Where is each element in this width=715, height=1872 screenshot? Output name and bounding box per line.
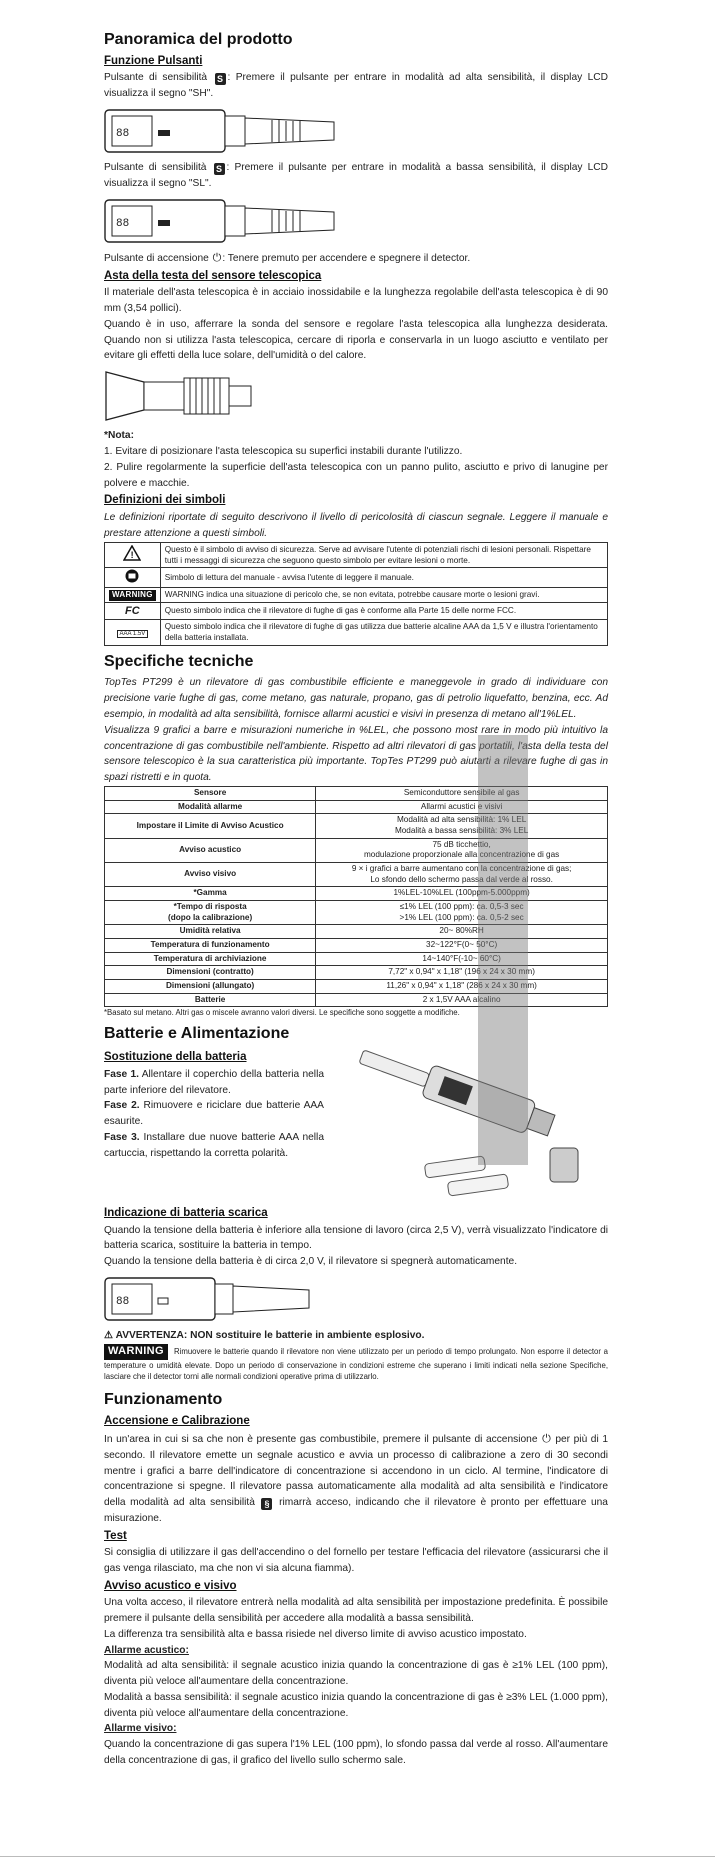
alarm-heading: Avviso acustico e visivo [104, 1579, 237, 1592]
spec-key: Avviso visivo [105, 862, 316, 886]
spec-row [105, 887, 608, 901]
spec-key: Umidità relativa [105, 925, 316, 939]
scan-shadow-band [478, 735, 528, 1165]
detector-sh-image [104, 106, 354, 156]
fcc-label: FC [125, 604, 140, 617]
spec-key: Dimensioni (contratto) [105, 966, 316, 980]
spec-key: Impostare il Limite di Avviso Acustico [105, 814, 316, 838]
warning-badge-icon: WARNING [104, 1344, 168, 1360]
symbol-row [105, 587, 608, 602]
btn-power-label: Pulsante di accensione [104, 252, 209, 264]
battery-label: AAA 1.5V [117, 630, 149, 638]
spec-value: 2 x 1,5V AAA alcalino [316, 993, 608, 1007]
btn-power-desc [104, 250, 608, 267]
telescopic-rod-image [104, 368, 254, 424]
spec-value: 75 dB ticchettio, modulazione proporzionale alla concentrazione di gas [316, 838, 608, 862]
visual-p: Quando la concentrazione di gas supera l'1% LEL (100 ppm), lo sfondo passa dal verde al rosso. All'aumentare della concentrazione di gas, il grafico del livello sullo schermo sale. [104, 1738, 608, 1766]
spec-value: 11,26" x 0,94" x 1,18" (286 x 24 x 30 mm) [316, 979, 608, 993]
bottom-divider [0, 1856, 715, 1857]
symbol-text: Questo simbolo indica che il rilevatore di fughe di gas è conforme alla Parte 15 delle norme FCC. [160, 602, 607, 620]
spec-row [105, 814, 608, 838]
spec-key: Modalità allarme [105, 800, 316, 814]
warning-badge-icon [105, 587, 161, 602]
acoustic-heading: Allarme acustico: [104, 1644, 189, 1656]
spec-row [105, 938, 608, 952]
symbol-text: Simbolo di lettura del manuale - avvisa l'utente di leggere il manuale. [160, 567, 607, 587]
spec-row [105, 800, 608, 814]
spec-key: *Tempo di risposta (dopo la calibrazione) [105, 900, 316, 924]
spec-key: Batterie [105, 993, 316, 1007]
svg-text:88: 88 [116, 1296, 130, 1309]
spec-key: Sensore [105, 787, 316, 801]
spec-row [105, 952, 608, 966]
svg-text:88: 88 [116, 127, 130, 140]
spec-row [105, 966, 608, 980]
btn-sl-text: : Premere il pulsante per entrare in modalità a bassa sensibilità, il display LCD visualizza il segno "SL". [104, 161, 608, 189]
visual-heading: Allarme visivo: [104, 1723, 177, 1735]
rod-p1: Il materiale dell'asta telescopica è in acciaio inossidabile e la lunghezza regolabile dell'asta telescopica è di 90 mm (3,54 pollici). [104, 287, 608, 314]
symbol-row [105, 542, 608, 567]
power-icon: ⏻ [542, 1432, 551, 1445]
spec-key: Temperatura di funzionamento [105, 938, 316, 952]
spec-row [105, 862, 608, 886]
btn-sh-desc [104, 70, 608, 102]
symbol-text: Questo simbolo indica che il rilevatore di fughe di gas utilizza due batterie alcaline AAA da 1,5 V e illustra l'orientamento della batteria installata. [160, 620, 607, 645]
acoustic-p2: Modalità a bassa sensibilità: il segnale acustico inizia quando la concentrazione di gas è ≥3% LEL (1.000 ppm), diventa più veloce all'aumentare della concentrazione. [104, 1691, 608, 1719]
step-1: Fase 1. Allentare il coperchio della batteria nella parte inferiore del rilevatore. [104, 1068, 324, 1096]
fcc-icon [105, 602, 161, 620]
btn-sl-desc [104, 160, 608, 192]
sensitivity-indicator-icon: § [261, 1498, 272, 1510]
specs-intro-1: TopTes PT299 è un rilevatore di gas combustibile efficiente e maneggevole in grado di individuare con precisione varie fughe di gas, come metano, gas naturale, propano, gas di petrolio liquefatto, benzina, ecc. Ad esempio, in modalità ad alta sensibilità, fornisce allarmi acustici e visivi in presenza di metano all'1%LEL. [104, 677, 608, 720]
symbol-text: WARNING indica una situazione di pericolo che, se non evitata, potrebbe causare morte o lesioni gravi. [160, 587, 607, 602]
specs-table [104, 786, 608, 1007]
page-content [104, 30, 608, 1768]
spec-value: Allarmi acustici e visivi [316, 800, 608, 814]
test-heading: Test [104, 1529, 127, 1542]
btn-sl-label: Pulsante di sensibilità [104, 161, 207, 173]
battery-warning-title: ⚠ AVVERTENZA: NON sostituire le batterie in ambiente esplosivo. [104, 1330, 425, 1342]
sensitivity-key-icon: S [214, 163, 225, 175]
battery-title: Batterie e Alimentazione [104, 1025, 290, 1043]
symbol-text: Questo è il simbolo di avviso di sicurezza. Serve ad avvisare l'utente di potenziali rischi di lesioni personali. Rispettare tutti i messaggi di sicurezza che seguono questo simbolo per evitare lesioni o morte. [160, 542, 607, 567]
spec-key: Dimensioni (allungato) [105, 979, 316, 993]
battery-icon [105, 620, 161, 645]
read-manual-icon [105, 567, 161, 587]
btn-power-text: : Tenere premuto per accendere e spegnere il detector. [222, 252, 471, 264]
symbol-row [105, 620, 608, 645]
spec-row [105, 900, 608, 924]
spec-value: Modalità ad alta sensibilità: 1% LEL Modalità a bassa sensibilità: 3% LEL [316, 814, 608, 838]
warning-triangle-icon: ⚠ [104, 1330, 114, 1342]
low-battery-heading: Indicazione di batteria scarica [104, 1207, 268, 1220]
replace-heading: Sostituzione della batteria [104, 1051, 247, 1064]
step-2: Fase 2. Rimuovere e riciclare due batterie AAA esaurite. [104, 1100, 324, 1128]
svg-text:88: 88 [116, 217, 130, 230]
btn-sh-text: : Premere il pulsante per entrare in modalità ad alta sensibilità, il display LCD visualizza il segno "SH". [104, 72, 608, 100]
warning-badge-label: WARNING [109, 590, 156, 601]
calibration-heading: Accensione e Calibrazione [104, 1415, 250, 1428]
overview-title: Panoramica del prodotto [104, 31, 293, 48]
rod-p2: Quando è in uso, afferrare la sonda del sensore e regolare l'asta telescopica alla lunghezza desiderata. Quando non si utilizza l'asta telescopica, cercare di riporla e conservarla in un luogo asciutto e ventilato per evitare gli effetti della luce solare, dell'umidità o del calore. [104, 318, 608, 362]
spec-row [105, 925, 608, 939]
symbol-row [105, 602, 608, 620]
spec-value: ≤1% LEL (100 ppm): ca. 0,5-3 sec >1% LEL (100 ppm): ca. 0,5-2 sec [316, 900, 608, 924]
step-3: Fase 3. Installare due nuove batterie AAA nella cartuccia, rispettando la corretta polarità. [104, 1132, 324, 1159]
symbol-row [105, 567, 608, 587]
spec-row [105, 787, 608, 801]
specs-footnote: *Basato sul metano. Altri gas o miscele avranno valori diversi. Le specifiche sono soggette a modifiche. [104, 1008, 460, 1018]
warning-triangle-icon [105, 542, 161, 567]
spec-value: 20~ 80%RH [316, 925, 608, 939]
spec-value: 1%LEL-10%LEL (100ppm-5.000ppm) [316, 887, 608, 901]
spec-value: 7,72" x 0,94" x 1,18" (196 x 24 x 30 mm) [316, 966, 608, 980]
note-2: 2. Pulire regolarmente la superficie dell'asta telescopica con un panno pulito, asciutto e privo di lanugine per polvere e macchie. [104, 461, 608, 489]
spec-value: 14~140°F(-10~ 60°C) [316, 952, 608, 966]
buttons-heading: Funzione Pulsanti [104, 54, 203, 67]
symbols-table [104, 542, 608, 646]
battery-warning-text: WARNING Rimuovere le batterie quando il rilevatore non viene utilizzato per un periodo di tempo prolungato. Non esporre il detector a temperature o umidità elevate. Dopo un periodo di conservazione in condizioni estreme che superano i limiti indicati nella sezione Specifiche, lasciare che il detector torni alle normali condizioni operative prima di utilizzarlo. [104, 1344, 608, 1382]
spec-key: Avviso acustico [105, 838, 316, 862]
svg-text:!: ! [130, 550, 134, 561]
spec-row [105, 993, 608, 1007]
symbols-intro: Le definizioni riportate di seguito descrivono il livello di pericolosità di ciascun segnale. Leggere il manuale e prestare attenzione a questi simboli. [104, 511, 608, 539]
detector-sl-image [104, 196, 354, 246]
low-battery-p2: Quando la tensione della batteria è di circa 2,0 V, il rilevatore si spegnerà automaticamente. [104, 1256, 518, 1268]
btn-sh-label: Pulsante di sensibilità [104, 72, 208, 84]
spec-key: *Gamma [105, 887, 316, 901]
sensitivity-key-icon: S [215, 73, 226, 85]
note-1: 1. Evitare di posizionare l'asta telescopica su superfici instabili durante l'utilizzo. [104, 446, 463, 457]
battery-replacement-image [330, 1048, 600, 1198]
spec-key: Temperatura di archiviazione [105, 952, 316, 966]
battery-replace-section [104, 1048, 608, 1204]
acoustic-p1: Modalità ad alta sensibilità: il segnale acustico inizia quando la concentrazione di gas è ≥1% LEL (100 ppm), diventa più veloce all'aumentare della concentrazione. [104, 1660, 608, 1687]
specs-title: Specifiche tecniche [104, 652, 254, 670]
rod-heading: Asta della testa del sensore telescopica [104, 269, 322, 282]
spec-value: Semiconduttore sensibile al gas [316, 787, 608, 801]
test-p: Si consiglia di utilizzare il gas dell'accendino o del fornello per testare l'efficacia del rilevatore (assicurarsi che il gas venga rilasciato, ma che non vi sia alcuna fiamma). [104, 1547, 608, 1575]
low-battery-p1: Quando la tensione della batteria è inferiore alla tensione di lavoro (circa 2,5 V), verrà visualizzato l'indicatore di batteria scarica, sostituire la batteria in tempo. [104, 1224, 608, 1252]
symbols-heading: Definizioni dei simboli [104, 494, 226, 507]
detector-low-battery-image [104, 1274, 314, 1324]
alarm-p2: La differenza tra sensibilità alta e bassa risiede nel diverso limite di avviso acustico impostato. [104, 1629, 527, 1641]
operation-title: Funzionamento [104, 1391, 223, 1409]
calibration-p: In un'area in cui si sa che non è presente gas combustibile, premere il pulsante di accensione ⏻ per più di 1 secondo. Il rilevatore emette un segnale acustico e avvia un processo di calibrazione a zero di 30 secondi mentre i grafici a barre dell'indicatore di concentrazione si accendono in un ciclo. Al termine, l'indicatore di concentrazione si spegne. Il rilevatore passa automaticamente alla modalità ad alta sensibilità e l'indicatore della modalità ad alta sensibilità § rimarrà acceso, indicando che il rilevatore è pronto per effettuare una misurazione. [104, 1432, 608, 1524]
note-title: *Nota: [104, 430, 134, 442]
spec-row [105, 979, 608, 993]
power-icon: ⏻ [212, 251, 222, 264]
spec-value: 32~122°F(0~ 50°C) [316, 938, 608, 952]
specs-intro-2: Visualizza 9 grafici a barre e misurazioni numeriche in %LEL, che possono most rare in modo più intuitivo la concentrazione di gas combustibile nell'ambiente. Rispetto ad altri rilevatori di gas portatili, l'asta della testa del sensore telescopico è la sua caratteristica più importante. TopTes PT299 può aiutarti a rilevare fughe di gas in spazi ristretti e in quota. [104, 724, 608, 784]
spec-value: 9 × i grafici a barre aumentano con la concentrazione di gas; Lo sfondo dello schermo passa dal verde al rosso. [316, 862, 608, 886]
alarm-p1: Una volta acceso, il rilevatore entrerà nella modalità ad alta sensibilità per impostazione predefinita. È possibile premere il pulsante della sensibilità per accedere alla modalità a bassa sensibilità. [104, 1597, 608, 1625]
spec-row [105, 838, 608, 862]
